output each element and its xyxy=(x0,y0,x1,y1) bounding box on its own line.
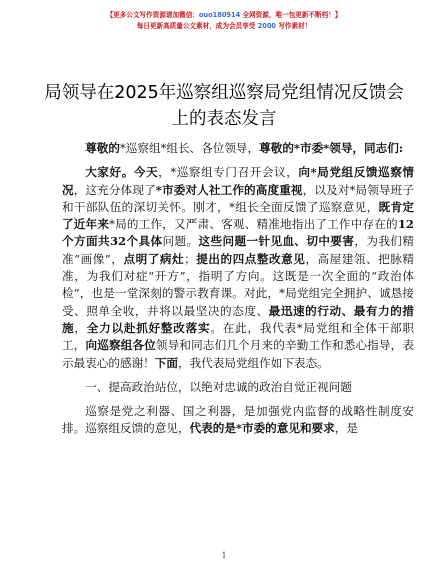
text-run: 。在此，我代表*局党组和全体干部职工， xyxy=(62,320,414,353)
promo-text: 全网资源，唯一包更新不断档！】 xyxy=(240,11,342,19)
text-run: 大家好。今天 xyxy=(85,165,159,180)
text-run: ，为我们精准“画像”， xyxy=(62,234,414,266)
text-run: *市委对人社工作的高度重视 xyxy=(155,182,303,197)
salutation xyxy=(62,140,414,157)
salutation-part: *巡察组*组长、各位领导， xyxy=(119,141,260,155)
text-run: 巡察是党之利器、国之利器，是加强党内监督的战略性制度安排。巡察组反馈的意见， xyxy=(62,404,414,436)
promo-text: 每日更新高质量公文素材，成为会员享受 xyxy=(136,22,258,30)
text-run: ，*巡察组专门召开会议， xyxy=(158,165,299,180)
text-run: 全力以赴抓好整改落实 xyxy=(86,320,211,335)
text-run: 提出的四点整改意见 xyxy=(195,251,306,266)
text-run: 领导和同志们几个月来的辛勤工作和悉心指导，表示最衷心的感谢！ xyxy=(62,338,414,370)
promo-text: 【更多公文写作资源请加微信： xyxy=(106,11,199,19)
text-run: 12个方面共32个具体 xyxy=(62,217,414,249)
document-body xyxy=(62,140,414,438)
promo-banner xyxy=(0,10,448,32)
promo-line-2 xyxy=(0,21,448,32)
text-run: 向*局党组反馈巡察情况 xyxy=(62,165,414,197)
paragraph-opening xyxy=(62,164,414,372)
text-run: ，高屋建瓴、把脉精准，为我们对症“开方”，指明了方向。这既是一次全面的“政治体检”，也是一堂深刻的警示教育课。对此，*局党组完全拥护、诚恳接受、照单全收，并将以最坚决的态度、 xyxy=(62,251,414,318)
text-run: 这些问题一针见血、切中要害 xyxy=(198,234,355,249)
page-number: 1 xyxy=(221,551,227,560)
paragraph-section-1 xyxy=(62,403,414,438)
text-run: 下面 xyxy=(154,355,178,370)
text-run: ，这充分体现了 xyxy=(73,182,156,197)
text-run: ； xyxy=(184,251,196,266)
wechat-id: ouo180914 xyxy=(198,11,241,19)
section-heading-1: 一、提高政治站位，以绝对忠诚的政治自觉正视问题 xyxy=(85,379,352,394)
text-run: 最迅速的行动、最有力的措施 xyxy=(62,303,414,335)
document-title: 局领导在2025年巡察组巡察局党组情况反馈会上的表态发言 xyxy=(44,83,404,129)
text-run: 问题。 xyxy=(162,234,199,249)
salutation-part: 尊敬的 xyxy=(85,141,120,155)
text-run: *局的工作，又严肃、客观、精准地指出了工作中存在的 xyxy=(109,217,398,232)
salutation-part: 尊敬的*市委*领导，同志们: xyxy=(259,141,404,155)
text-run: ，是 xyxy=(334,421,358,436)
promo-text: 写作素材！ xyxy=(276,22,312,30)
promo-count: 2000 xyxy=(257,22,277,30)
text-run: 既肯定了近年来 xyxy=(62,199,414,232)
text-run: 点明了病灶 xyxy=(123,251,185,266)
text-run: 向巡察组各位 xyxy=(85,338,156,353)
promo-line-1 xyxy=(0,10,448,21)
text-run: ， xyxy=(74,320,87,335)
text-run: ，我代表局党组作如下表态。 xyxy=(177,355,329,370)
text-run: 代表的是*市委的意见和要求 xyxy=(189,421,335,436)
text-run: ，以及对*局领导班子和干部队伍的深切关怀。刚才，*组长全面反馈了巡察意见， xyxy=(62,182,414,214)
